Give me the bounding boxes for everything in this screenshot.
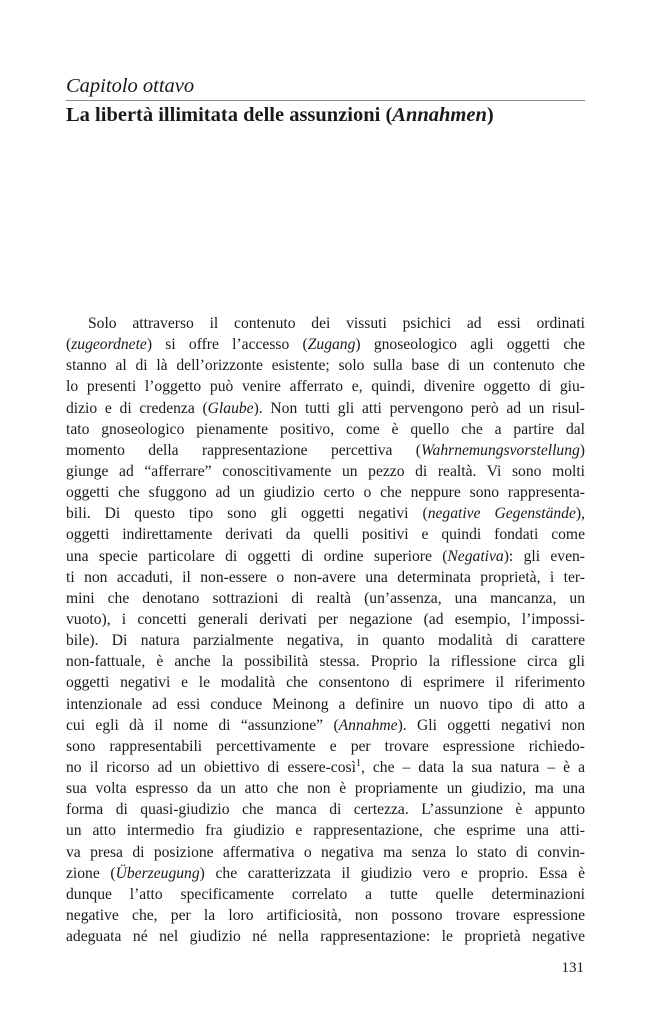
text-segment: tato gnoseologico pienamente positivo, come è quello che a partire dal	[66, 420, 585, 438]
text-line	[66, 355, 585, 376]
text-segment: forma di quasi-giudizio che manca di certezza. L’assunzione è appunto	[66, 801, 585, 819]
text-line	[66, 694, 585, 715]
text-line	[66, 672, 585, 693]
text-line	[66, 398, 585, 419]
text-line	[66, 461, 585, 482]
chapter-title-end: )	[486, 104, 494, 126]
text-segment: ) si offre l’accesso (	[146, 336, 308, 354]
text-segment: ). Non tutti gli atti pervengono però ad un risul-	[253, 399, 585, 417]
text-segment: negative che, per la loro artificiosità, non possono trovare espressione	[66, 906, 585, 924]
text-segment: giunge ad “afferrare” conoscitivamente un pezzo di realtà. Vi sono molti	[66, 462, 585, 480]
text-segment: oggetti negativi e le modalità che consentono di esprimere il riferimento	[66, 674, 585, 692]
text-segment: Solo attraverso il contenuto dei vissuti psichici ad essi ordinati	[88, 315, 585, 332]
text-line	[66, 820, 585, 841]
chapter-title-text: La libertà illimitata delle assunzioni (	[66, 104, 393, 126]
text-segment: sono rappresentabili percettivamente e per trovare espressione richiedo-	[66, 737, 585, 755]
text-segment: cui egli dà il nome di “assunzione” (	[66, 716, 339, 734]
text-segment: mini che denotano sottrazioni di realtà (un’assenza, una mancanza, un	[66, 589, 585, 607]
text-segment: ) gnoseologico agli oggetti che	[355, 336, 585, 354]
text-line	[66, 588, 585, 609]
text-segment: bile). Di natura parzialmente negativa, in quanto modalità di carattere	[66, 632, 585, 650]
text-line	[66, 524, 585, 545]
italic-term: Annahme	[338, 716, 398, 734]
text-line	[66, 503, 585, 524]
italic-term: Negativa	[447, 547, 504, 565]
text-segment: oggetti che sfuggono ad un giudizio certo o che neppure sono rappresenta-	[66, 484, 585, 502]
text-line	[66, 334, 585, 355]
text-segment: ),	[575, 505, 585, 523]
text-line	[66, 630, 585, 651]
text-line	[66, 863, 585, 884]
text-line	[66, 799, 585, 820]
text-line	[66, 715, 585, 736]
text-segment: zione (	[66, 864, 116, 882]
text-line	[66, 736, 585, 757]
text-segment: un atto intermedio fra giudizio e rappresentazione, che esprime una atti-	[66, 822, 585, 840]
text-segment: adeguata né nel giudizio né nella rappresentazione: le proprietà negative	[66, 928, 585, 946]
text-segment: )	[579, 441, 585, 459]
text-line	[66, 567, 585, 588]
text-segment: dunque l’atto specificamente correlato a tutte quelle determinazioni	[66, 885, 585, 903]
body-text	[66, 313, 585, 947]
text-line	[66, 884, 585, 905]
text-segment: oggetti indirettamente derivati da quelli positivi e quindi fondati come	[66, 526, 585, 544]
text-segment: non-fattuale, è anche la possibilità stessa. Proprio la riflessione circa gli	[66, 653, 585, 671]
text-segment: (	[66, 336, 72, 354]
text-segment: ti non accaduti, il non-essere o non-avere una determinata proprietà, i ter-	[66, 568, 585, 586]
text-line	[66, 778, 585, 799]
italic-term: negative Gegenstände	[427, 505, 576, 523]
text-line	[66, 376, 585, 397]
chapter-label: Capitolo ottavo	[66, 75, 195, 97]
text-segment: stanno al di là dell’orizzonte esistente; solo sulla base di un contenuto che	[66, 357, 585, 375]
header-rule	[66, 100, 585, 101]
text-line	[66, 313, 585, 334]
page-number: 131	[561, 960, 584, 976]
italic-term: Zugang	[307, 336, 356, 354]
text-line	[66, 546, 585, 567]
text-segment: ). Gli oggetti negativi non	[397, 716, 585, 734]
chapter-title	[66, 102, 494, 128]
text-line	[66, 842, 585, 863]
text-line	[66, 651, 585, 672]
text-segment: bili. Di questo tipo sono gli oggetti negativi (	[66, 505, 428, 523]
italic-term: zugeordnete	[71, 336, 147, 354]
text-segment: lo presenti l’oggetto può venire afferrato e, quindi, divenire oggetto di giu-	[66, 378, 585, 396]
text-segment: vuoto), i concetti generali derivati per negazione (ad esempio, l’impossi-	[66, 610, 585, 628]
text-segment: momento della rappresentazione percettiva (	[66, 441, 421, 459]
text-segment: no il ricorso ad un obiettivo di essere-così	[66, 758, 356, 776]
text-line	[66, 926, 585, 947]
footnote-ref: 1	[355, 757, 361, 769]
chapter-title-italic: Annahmen	[392, 104, 487, 126]
text-segment: dizio e di credenza (	[66, 399, 208, 417]
italic-term: Wahrnemungsvorstellung	[420, 441, 580, 459]
text-segment: una specie particolare di oggetti di ordine superiore (	[66, 547, 448, 565]
italic-term: Glaube	[207, 399, 254, 417]
text-segment: , che – data la sua natura – è a	[360, 758, 585, 776]
text-segment: intenzionale ad essi conduce Meinong a definire un nuovo tipo di atto a	[66, 695, 585, 713]
text-segment: ): gli even-	[503, 547, 585, 565]
text-segment: ) che caratterizzata il giudizio vero e proprio. Essa è	[199, 864, 585, 882]
text-segment: va presa di posizione affermativa o negativa ma senza lo stato di convin-	[66, 843, 585, 861]
text-line	[66, 482, 585, 503]
text-line	[66, 757, 585, 778]
text-line	[66, 419, 585, 440]
text-segment: sua volta espresso da un atto che non è propriamente un giudizio, ma una	[66, 780, 585, 798]
italic-term: Überzeugung	[115, 864, 200, 882]
text-line	[66, 609, 585, 630]
text-line	[66, 905, 585, 926]
text-line	[66, 440, 585, 461]
